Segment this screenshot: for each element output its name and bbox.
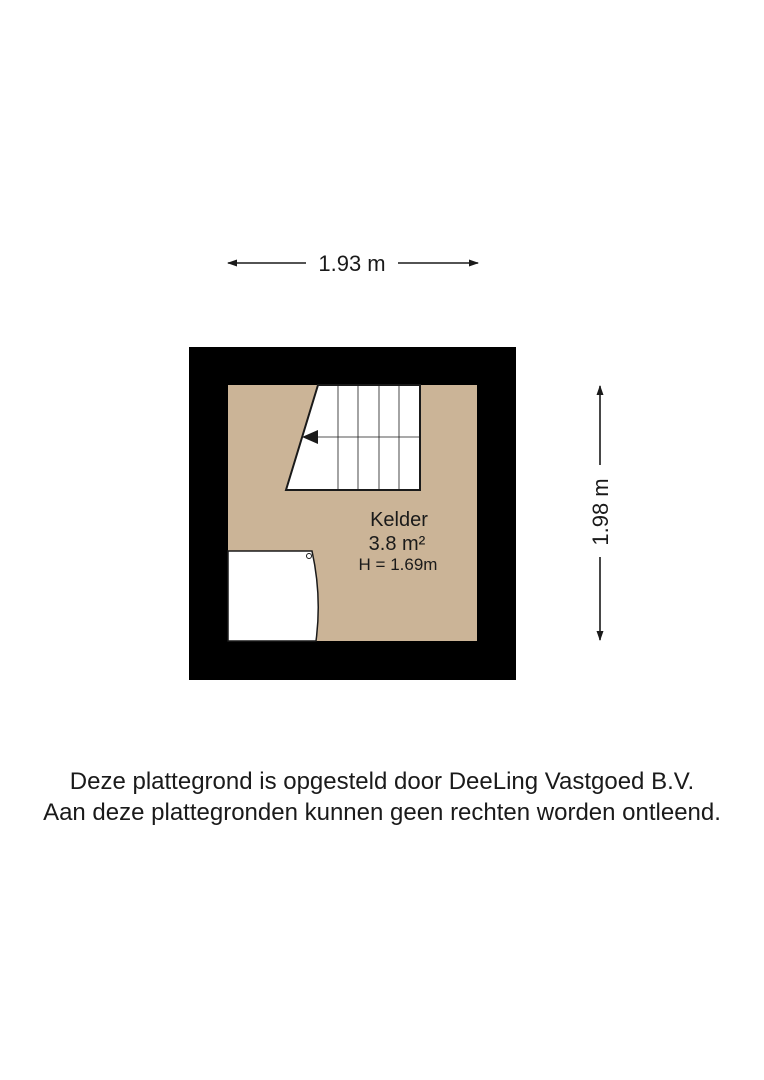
width-dimension-label: 1.93 m xyxy=(318,251,386,276)
height-dimension-label: 1.98 m xyxy=(588,478,613,546)
height-dimension xyxy=(588,386,613,640)
storage-fixture-knob xyxy=(307,554,312,559)
storage-fixture xyxy=(228,551,318,641)
disclaimer-line-2: Aan deze plattegronden kunnen geen rechten worden ontleend. xyxy=(43,799,721,826)
width-dimension xyxy=(228,251,478,276)
room-area: 3.8 m² xyxy=(368,533,426,555)
storage-fixture-body xyxy=(228,551,318,641)
room-ceiling-height: H = 1.69m xyxy=(358,555,438,574)
disclaimer-line-1: Deze plattegrond is opgesteld door DeeLing Vastgoed B.V. xyxy=(69,768,695,795)
room-name: Kelder xyxy=(370,509,428,531)
